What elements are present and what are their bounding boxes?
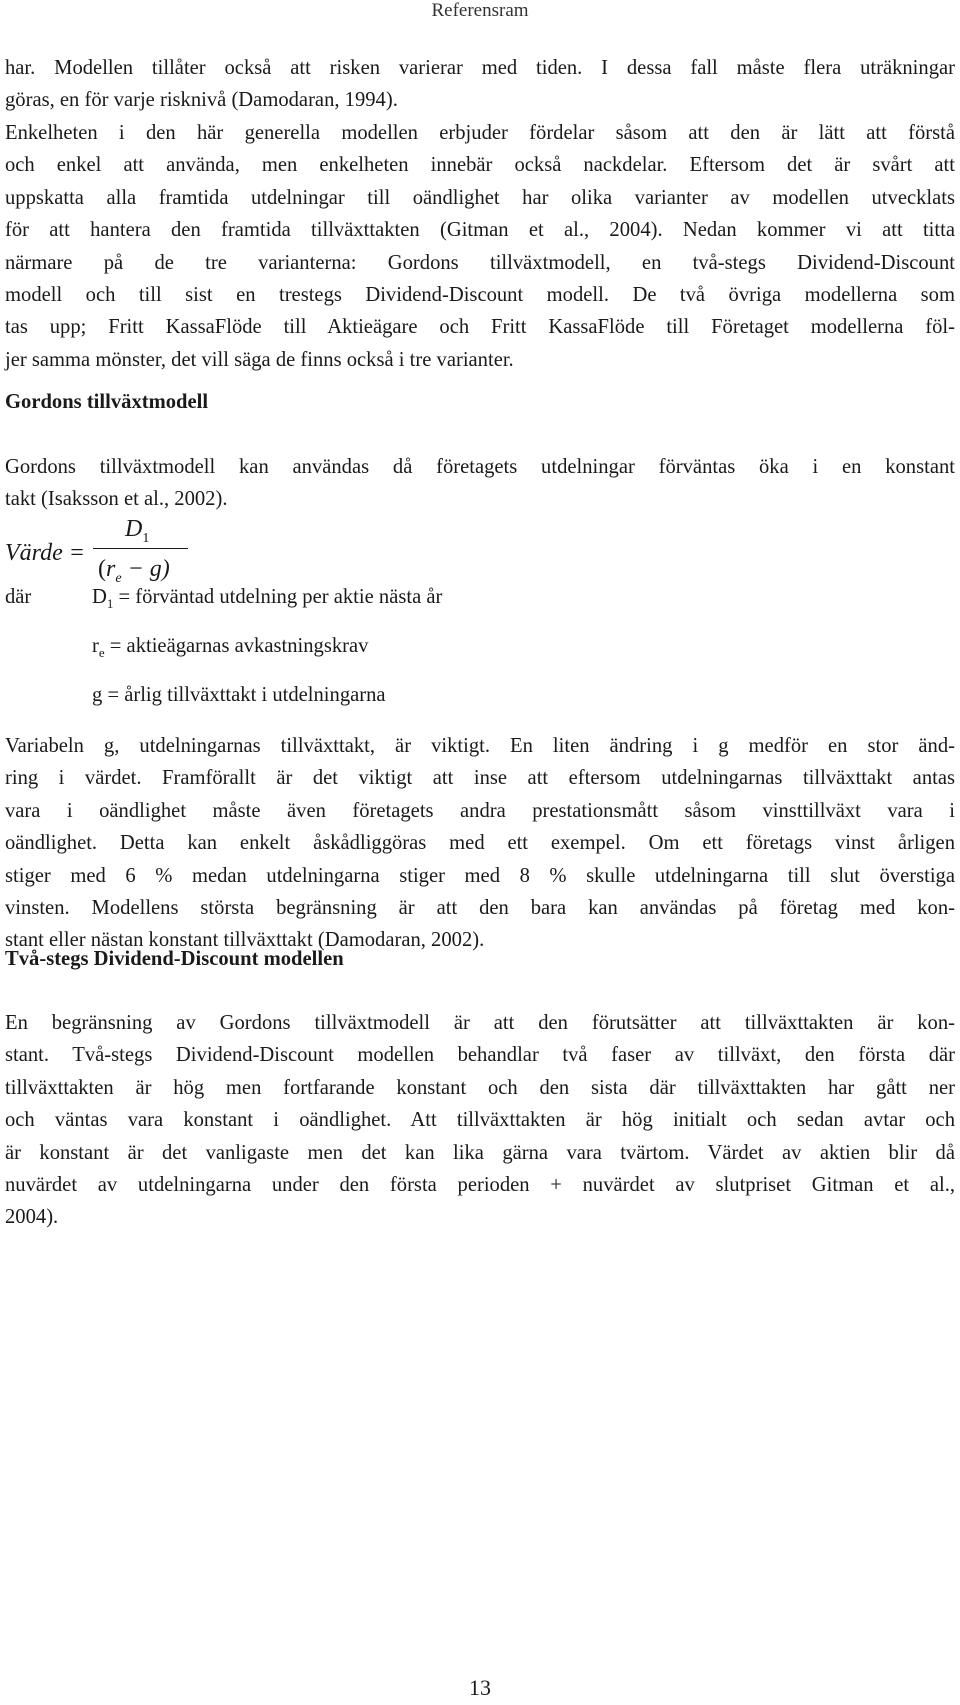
text-line: är konstant är det vanligaste men det kan lika gärna vara tvärtom. Värdet av aktien blir då xyxy=(5,1141,955,1164)
text-line: takt (Isaksson et al., 2002). xyxy=(5,488,228,511)
formula-lhs: Värde = xyxy=(5,540,85,566)
re-sub: e xyxy=(98,645,105,661)
text-line: och väntas vara konstant i oändlighet. Att tillväxttakten är hög initialt och sedan avtar och xyxy=(5,1109,955,1132)
fraction-bar xyxy=(93,548,188,549)
definition-label: där xyxy=(5,586,32,608)
paragraph-gordon xyxy=(5,451,955,516)
formula-numerator xyxy=(125,516,149,547)
paragraph-growth-variable xyxy=(5,730,955,957)
re-text: = aktieägarnas avkastningskrav xyxy=(104,635,369,657)
text-line: uppskatta alla framtida utdelningar till oändlighet har olika varianter av modellen utvecklats xyxy=(5,186,955,209)
denominator-r-sub: e xyxy=(115,570,122,586)
text-line: Variabeln g, utdelningarnas tillväxttakt, är viktigt. En liten ändring i g medför en stor änd- xyxy=(5,735,955,757)
text-line: Enkelheten i den här generella modellen erbjuder fördelar såsom att den är lätt att förstå xyxy=(5,122,955,144)
text-line: nuvärdet av utdelningarna under den första perioden + nuvärdet av slutpriset Gitman et al., xyxy=(5,1174,955,1197)
text-line: har. Modellen tillåter också att risken varierar med tiden. I dessa fall måste flera uträkningar xyxy=(5,57,955,79)
text-line: ring i värdet. Framförallt är det viktigt att inse att eftersom utdelningarnas tillväxttakt antas xyxy=(5,767,955,790)
denominator-rest: − g) xyxy=(121,556,170,582)
text-line: jer samma mönster, det vill säga de finns också i tre varianter. xyxy=(5,348,514,371)
text-line: oändlighet. Detta kan enkelt åskådliggöras med ett exempel. Om ett företags vinst årligen xyxy=(5,832,955,855)
numerator-sub: 1 xyxy=(142,530,150,546)
paragraph-two-stage xyxy=(5,1007,955,1234)
definition-d1 xyxy=(92,583,442,618)
text-line: närmare på de tre varianterna: Gordons tillväxtmodell, en två-stegs Dividend-Discount xyxy=(5,251,955,274)
text-line: modell och till sist en trestegs Dividend-Discount modell. De två övriga modellerna som xyxy=(5,284,955,307)
paragraph-simplicity xyxy=(5,117,955,376)
d1-sub: 1 xyxy=(106,596,114,612)
text-line: stiger med 6 % medan utdelningarna stiger med 8 % skulle utdelningarna till slut överstiga xyxy=(5,864,955,887)
page-number: 13 xyxy=(469,1675,491,1700)
text-line: tas upp; Fritt KassaFlöde till Aktieägare och Fritt KassaFlöde till Företaget modellerna föl- xyxy=(5,316,955,339)
text-line: 2004). xyxy=(5,1206,59,1229)
running-header: Referensram xyxy=(431,0,529,21)
text-line: tillväxttakten är hög men fortfarande konstant och den sista där tillväxttakten har gått ner xyxy=(5,1076,955,1099)
text-line: göras, en för varje risknivå (Damodaran, 1994). xyxy=(5,89,398,112)
text-line: vinsten. Modellens största begränsning är att den bara kan användas på företag med kon- xyxy=(5,897,955,920)
text-line: för att hantera den framtida tillväxttakten (Gitman et al., 2004). Nedan kommer vi att titta xyxy=(5,219,955,242)
denominator-paren: ( xyxy=(98,556,106,582)
d1-var: D xyxy=(92,586,107,608)
definition-g: g = årlig tillväxttakt i utdelningarna xyxy=(92,684,386,706)
definition-re xyxy=(92,632,368,667)
text-line: vara i oändlighet måste även företagets andra prestationsmått såsom vinsttillväxt vara i xyxy=(5,799,955,822)
text-line: stant eller nästan konstant tillväxttakt (Damodaran, 2002). xyxy=(5,929,485,952)
text-line: och enkel att använda, men enkelheten innebär också nackdelar. Eftersom det är svårt att xyxy=(5,154,955,177)
text-line: stant. Två-stegs Dividend-Discount modellen behandlar två faser av tillväxt, den första där xyxy=(5,1044,955,1067)
text-line: En begränsning av Gordons tillväxtmodell är att den förutsätter att tillväxttakten är kon- xyxy=(5,1012,955,1034)
paragraph-intro xyxy=(5,52,955,117)
re-var: r xyxy=(92,635,99,657)
text-line: Gordons tillväxtmodell kan användas då företagets utdelningar förväntas öka i en konstant xyxy=(5,456,955,478)
numerator-var: D xyxy=(125,516,143,542)
section-heading-two-stage: Två-stegs Dividend-Discount modellen xyxy=(5,948,344,970)
denominator-r: r xyxy=(106,556,116,582)
section-heading-gordon: Gordons tillväxtmodell xyxy=(5,391,209,413)
d1-text: = förväntad utdelning per aktie nästa år xyxy=(113,586,443,608)
